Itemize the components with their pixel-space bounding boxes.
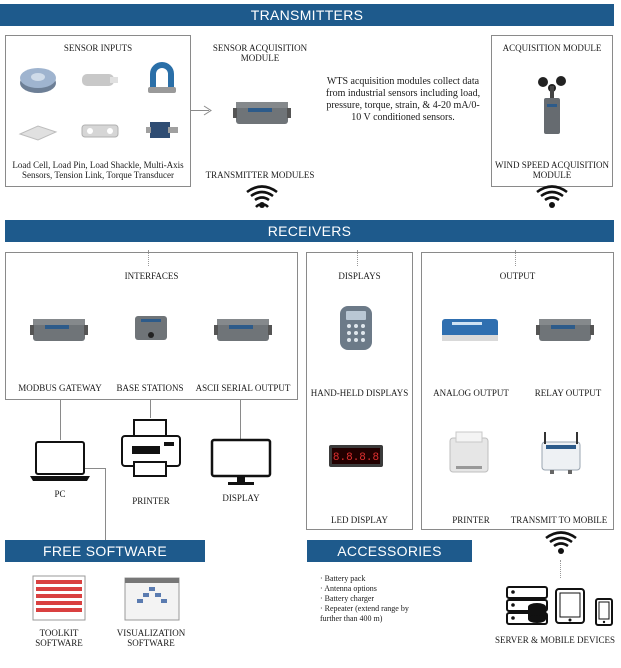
toolkit-software-label: TOOLKIT SOFTWARE: [35, 628, 83, 648]
display-monitor-icon: [210, 438, 272, 488]
analog-output-label: ANALOG OUTPUT: [433, 388, 509, 398]
tablet-icon: [555, 588, 585, 624]
arrow-right-icon: [204, 106, 212, 115]
wireless-signal-icon: [247, 184, 277, 210]
analog-output-icon: [440, 313, 500, 345]
ascii-serial-output-icon: [214, 313, 272, 345]
receivers-banner: RECEIVERS: [5, 220, 614, 242]
output-printer-label: PRINTER: [452, 515, 490, 525]
relay-output-icon: [536, 313, 594, 345]
visualization-software-label: VISUALIZATION SOFTWARE: [116, 628, 186, 648]
tension-link-icon: [80, 120, 120, 142]
mobile-connector: [560, 560, 561, 578]
wind-speed-sensor-icon: [537, 76, 567, 138]
relay-output-label: RELAY OUTPUT: [534, 388, 602, 398]
pc-connector: [60, 400, 61, 440]
free-software-banner: FREE SOFTWARE: [5, 540, 205, 562]
transmitter-modules-caption: TRANSMITTER MODULES: [205, 170, 315, 180]
sensor-inputs-caption: Load Cell, Load Pin, Load Shackle, Multi-Axis Sensors, Tension Link, Torque Transducer: [12, 160, 184, 180]
output-title: OUTPUT: [499, 271, 536, 281]
printer-icon: [120, 418, 182, 482]
server-icon: [505, 585, 549, 625]
software-connector-v: [105, 468, 106, 540]
base-stations-label: BASE STATIONS: [116, 383, 184, 393]
sensor-inputs-title: SENSOR INPUTS: [63, 43, 133, 53]
pc-icon: [30, 440, 90, 482]
displays-title: DISPLAYS: [338, 271, 381, 281]
display-connector: [240, 400, 241, 440]
wireless-signal-icon: [546, 530, 576, 556]
transmit-to-mobile-label: TRANSMIT TO MOBILE: [510, 515, 608, 525]
load-shackle-icon: [145, 60, 179, 96]
acquisition-module-title: ACQUISITION MODULE: [502, 43, 602, 53]
accessory-battery-charger: · Battery charger: [320, 594, 375, 603]
accessory-repeater: · Repeater (extend range by further than 400 m): [320, 604, 409, 623]
interfaces-title: INTERFACES: [124, 271, 179, 281]
display-label: DISPLAY: [222, 493, 260, 503]
wind-speed-caption: WIND SPEED ACQUISITION MODULE: [495, 160, 609, 180]
printer-connector: [150, 400, 151, 418]
load-pin-icon: [80, 68, 120, 90]
handheld-displays-label: HAND-HELD DISPLAYS: [310, 388, 409, 398]
led-display-icon: [328, 443, 384, 469]
printer-label: PRINTER: [132, 496, 170, 506]
multi-axis-sensor-icon: [18, 122, 58, 142]
transmitters-description: WTS acquisition modules collect data from industrial sensors including load, pressure, torque, strain, & 4-20 mA/0-10 V conditioned sensors.: [325, 76, 481, 123]
accessories-banner: ACCESSORIES: [307, 540, 472, 562]
ascii-serial-output-label: ASCII SERIAL OUTPUT: [195, 383, 291, 393]
modbus-gateway-label: MODBUS GATEWAY: [18, 383, 102, 393]
output-printer-icon: [446, 430, 492, 476]
transmit-to-mobile-icon: [536, 430, 586, 476]
smartphone-icon: [595, 598, 613, 626]
base-station-icon: [133, 313, 169, 345]
modbus-gateway-icon: [30, 313, 88, 345]
visualization-software-icon: [125, 578, 179, 620]
wireless-signal-icon: [537, 184, 567, 210]
accessory-battery-pack: · Battery pack: [320, 574, 366, 583]
pc-label: PC: [54, 489, 66, 499]
toolkit-software-icon: [33, 576, 85, 620]
load-cell-icon: [18, 65, 58, 95]
handheld-display-icon: [338, 305, 374, 351]
server-mobile-label: SERVER & MOBILE DEVICES: [494, 635, 616, 645]
torque-transducer-icon: [146, 118, 180, 144]
sensor-acquisition-title: SENSOR ACQUISITION MODULE: [212, 43, 308, 63]
transmitters-banner: TRANSMITTERS: [0, 4, 614, 26]
transmitter-module-icon: [233, 96, 291, 128]
led-display-label: LED DISPLAY: [331, 515, 388, 525]
led-digits: 8.8.8.8: [332, 452, 380, 464]
accessory-antenna-options: · Antenna options: [320, 584, 377, 593]
